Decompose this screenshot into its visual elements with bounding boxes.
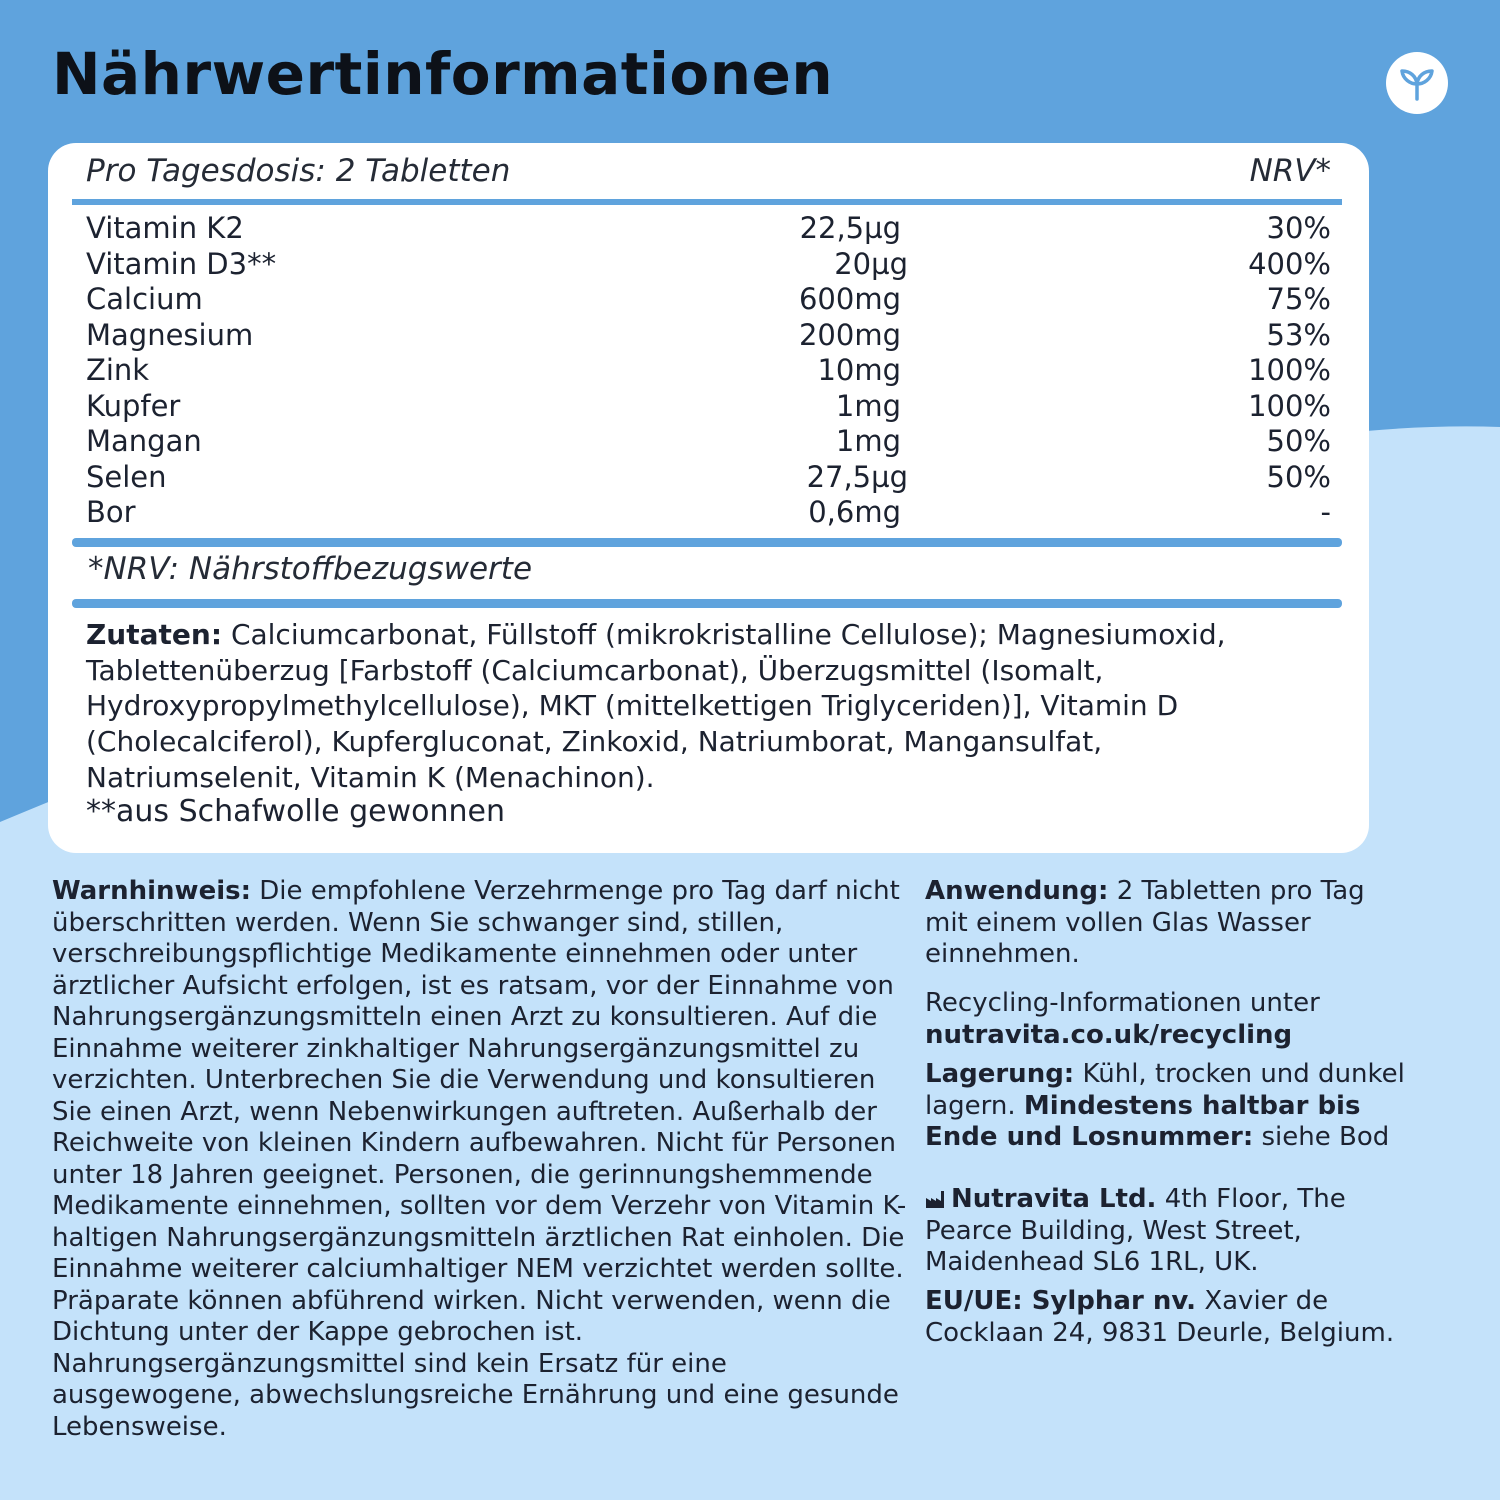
nutrient-amount: 10mg — [817, 353, 901, 387]
nutrient-name: Vitamin D3** — [86, 246, 277, 281]
usage-label: Anwendung: — [925, 876, 1109, 906]
leaf-sprout-icon — [1386, 52, 1448, 114]
nutrient-name: Vitamin K2 — [86, 211, 244, 245]
manufacturer-info — [925, 1184, 1395, 1279]
page-title: Nährwertinformationen — [52, 40, 834, 108]
recycling-info — [925, 988, 1395, 1051]
usage-text — [925, 876, 1365, 971]
nutrient-amount: 1mg — [835, 388, 901, 423]
nutrient-nrv: 400% — [1248, 246, 1331, 281]
nutrient-amount: 200mg — [798, 317, 901, 352]
storage-label: Lagerung: — [925, 1059, 1075, 1089]
header-divider — [72, 199, 1342, 205]
nutrient-name: Magnesium — [86, 317, 254, 352]
nutrition-card — [48, 143, 1369, 853]
nutrient-nrv: 100% — [1248, 388, 1331, 423]
nutrient-name: Kupfer — [86, 388, 181, 423]
table-divider — [72, 538, 1342, 547]
eu-address: Xavier de Cocklaan 24, 9831 Deurle, Belgium. — [925, 1286, 1395, 1348]
nutrient-name: Bor — [86, 495, 136, 529]
ingredients-text — [86, 617, 1326, 796]
storage-body: Kühl, trocken und dunkel lagern. — [925, 1059, 1405, 1121]
nutrient-name: Calcium — [86, 282, 203, 316]
nutrient-nrv: 30% — [1266, 211, 1331, 245]
dose-label: Pro Tagesdosis: 2 Tabletten — [86, 153, 511, 189]
nrv-header: NRV* — [1249, 153, 1331, 189]
warning-text — [52, 876, 912, 1443]
eu-label: EU/UE: Sylphar nv. — [925, 1286, 1197, 1316]
nutrient-nrv: 50% — [1266, 424, 1331, 458]
best-before-label: Mindestens haltbar bis Ende und Losnummer: — [925, 1090, 1361, 1152]
nutrient-amount: 20µg — [834, 246, 908, 281]
nutrient-row — [86, 424, 1331, 460]
eu-representative — [925, 1286, 1415, 1349]
ingredients-list: Calciumcarbonat, Füllstoff (mikrokristalline Cellulose); Magnesiumoxid, Tablettenüberzug [Farbstoff (Calciumcarbonat), Überzugsmittel (Isomalt, Hydroxypropylmethylcellulose), MKT (mittelkettigen Triglyceriden)], Vitamin D (Cholecalciferol), Kupfergluconat, Zinkoxid, Natriumborat, Mangansulfat, Natriumselenit, Vitamin K (Menachinon). — [86, 618, 1226, 794]
manufacturer-address: 4th Floor, The Pearce Building, West Street, Maidenhead SL6 1RL, UK. — [925, 1184, 1346, 1277]
nutrient-nrv: 50% — [1266, 459, 1331, 494]
nutrient-nrv: - — [1320, 495, 1331, 529]
nutrient-amount: 1mg — [835, 424, 901, 458]
footnote-divider — [72, 599, 1342, 608]
nutrient-row — [86, 460, 1331, 496]
nutrient-amount: 22,5µg — [799, 211, 901, 245]
recycling-text: Recycling-Informationen unter — [925, 988, 1320, 1018]
nutrient-nrv: 75% — [1266, 282, 1331, 316]
ingredients-footnote: **aus Schafwolle gewonnen — [86, 794, 505, 829]
factory-icon — [925, 1189, 945, 1209]
ingredients-label: Zutaten: — [86, 618, 223, 651]
storage-text — [925, 1059, 1405, 1154]
nutrient-row — [86, 282, 1331, 318]
recycling-link[interactable]: nutravita.co.uk/recycling — [925, 1019, 1293, 1050]
warning-body: Die empfohlene Verzehrmenge pro Tag darf nicht überschritten werden. Wenn Sie schwanger sind, stillen, verschreibungspflichtige Medikamente einnehmen oder unter ärztlicher Aufsicht erfolgen, ist es ratsam, vor der Einnahme von Nahrungsergänzungsmitteln einen Arzt zu konsultieren. Auf die Einnahme weiterer zinkhaltiger Nahrungsergänzungsmittel zu verzichten. Unterbrechen Sie die Verwendung und konsultieren Sie einen Arzt, wenn Nebenwirkungen auftreten. Außerhalb der Reichweite von kleinen Kindern aufbewahren. Nicht für Personen unter 18 Jahren geeignet. Personen, die gerinnungshemmende Medikamente einnehmen, sollten vor dem Verzehr von Vitamin K-haltigen Nahrungsergänzungsmitteln ärztlichen Rat einholen. Die Einnahme weiterer calciumhaltiger NEM verzichtet werden sollte. Präparate können abführend wirken. Nicht verwenden, wenn die Dichtung unter der Kappe gebrochen ist. Nahrungsergänzungsmittel sind kein Ersatz für eine ausgewogene, abwechslungsreiche Ernährung und eine gesunde Lebensweise. — [52, 876, 907, 1442]
nutrient-row — [86, 247, 1331, 283]
nrv-footnote: *NRV: Nährstoffbezugswerte — [88, 551, 533, 587]
nutrient-row — [86, 353, 1331, 389]
table-header — [86, 153, 1331, 197]
nutrient-amount: 600mg — [798, 282, 901, 316]
nutrient-amount: 27,5µg — [806, 459, 908, 494]
nutrient-row — [86, 495, 1331, 531]
nutrient-row — [86, 211, 1331, 247]
manufacturer-name: Nutravita Ltd. — [951, 1184, 1157, 1214]
nutrient-nrv: 53% — [1266, 317, 1331, 352]
nutrient-row — [86, 389, 1331, 425]
best-before-text: siehe Bod — [1261, 1122, 1390, 1152]
warning-label: Warnhinweis: — [52, 876, 251, 906]
nutrient-row — [86, 318, 1331, 354]
nutrient-name: Mangan — [86, 424, 202, 458]
nutrient-name: Selen — [86, 459, 167, 494]
nutrient-amount: 0,6mg — [808, 495, 901, 529]
nutrient-nrv: 100% — [1248, 353, 1331, 387]
usage-body: 2 Tabletten pro Tag mit einem vollen Glas Wasser einnehmen. — [925, 876, 1365, 969]
nutrient-name: Zink — [86, 353, 150, 387]
